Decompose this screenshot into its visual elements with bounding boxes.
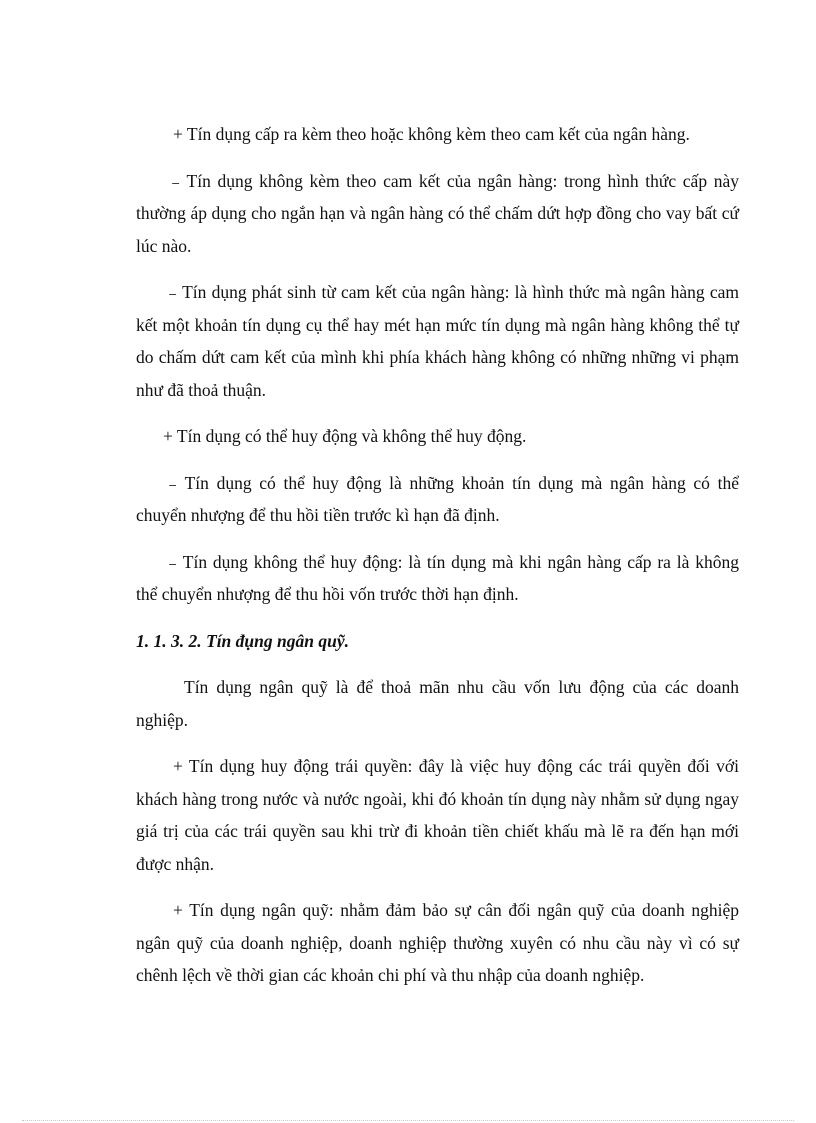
paragraph-credit-from-commitment: ₋ Tín dụng phát sinh từ cam kết của ngân hàng: là hình thức mà ngân hàng cam kết một khoản tín dụng cụ thể hay mét hạn mức tín dụng mà ngân hàng không thể tự do chấm dứt cam kết của mình khi phía khách hàng không có những những vi phạm như đã thoả thuận.	[136, 282, 739, 400]
section-heading: 1. 1. 3. 2. Tín đụng ngân quỹ.	[136, 630, 349, 651]
paragraph-treasury-credit: Tín dụng ngân quỹ là để thoả mãn nhu cầu vốn lưu động của các doanh nghiệp.	[136, 677, 739, 730]
paragraph-mobilizable-credit: ₋ Tín dụng có thể huy động là những khoản tín dụng mà ngân hàng có thể chuyển nhượng để thu hồi tiền trước kì hạn đã định.	[136, 472, 739, 525]
paragraph-credit-commitment: + Tín dụng cấp ra kèm theo hoặc không kèm theo cam kết của ngân hàng.	[173, 124, 690, 144]
page-bottom-divider	[22, 1120, 794, 1121]
paragraph-credit-without-commitment: ₋ Tín dụng không kèm theo cam kết của ngân hàng: trong hình thức cấp này thường áp dụng cho ngắn hạn và ngân hàng có thể chấm dứt hợp đồng cho vay bất cứ lúc nào.	[136, 170, 739, 256]
paragraph-treasury-balance-credit: + Tín dụng ngân quỹ: nhằm đảm bảo sự cân đối ngân quỹ của doanh nghiệp ngân quỹ của doanh nghiệp, doanh nghiệp thường xuyên có nhu cầu này vì có sự chênh lệch về thời gian các khoản chi phí và thu nhập của doanh nghiệp.	[136, 900, 739, 985]
paragraph-non-mobilizable-credit: ₋ Tín dụng không thể huy động: là tín dụng mà khi ngân hàng cấp ra là không thể chuyển nhượng để thu hồi vốn trước thời hạn định.	[136, 551, 739, 604]
document-body	[136, 118, 739, 1006]
paragraph-receivables-credit: + Tín dụng huy động trái quyền: đây là việc huy động các trái quyền đối với khách hàng trong nước và nước ngoài, khi đó khoản tín dụng này nhằm sử dụng ngay giá trị của các trái quyền sau khi trừ đi khoản tiền chiết khấu mà lẽ ra đến hạn mới được nhận.	[136, 756, 739, 874]
paragraph-credit-mobilizable: + Tín dụng có thể huy động và không thể huy động.	[163, 426, 527, 446]
